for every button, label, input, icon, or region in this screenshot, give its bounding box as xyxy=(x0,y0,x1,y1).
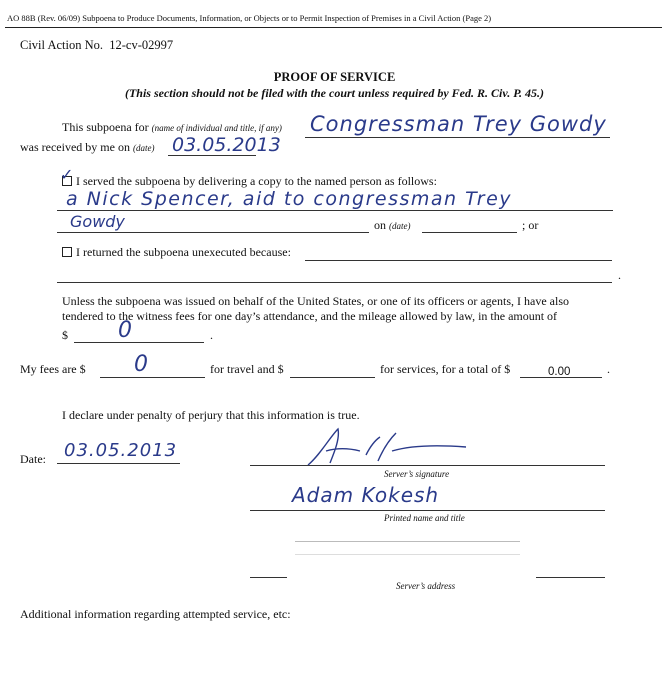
services-label: for services, for a total of $ xyxy=(380,362,511,376)
travel-fee-line xyxy=(100,377,205,378)
subpoena-for-label: This subpoena for (name of individual and title, if any) xyxy=(62,120,282,134)
address-line-left xyxy=(250,577,287,578)
served-detail-1[interactable]: a Nick Spencer, aid to congressman Trey xyxy=(66,188,513,210)
address-line-1 xyxy=(295,541,520,542)
served-line-1 xyxy=(57,210,613,211)
returned-option[interactable]: I returned the subpoena unexecuted because: xyxy=(62,245,291,260)
additional-info-label: Additional information regarding attempted service, etc: xyxy=(20,607,291,621)
printed-name-label: Printed name and title xyxy=(384,513,465,523)
address-line-right xyxy=(536,577,605,578)
tender-amount[interactable]: 0 xyxy=(118,318,132,343)
on-date-label: on (date) xyxy=(374,218,411,232)
printed-name[interactable]: Adam Kokesh xyxy=(292,483,440,507)
returned-line-2 xyxy=(57,282,612,283)
received-label: was received by me on (date) xyxy=(20,140,155,154)
travel-label: for travel and $ xyxy=(210,362,284,376)
name-line xyxy=(305,137,610,138)
tender-amount-line xyxy=(74,342,204,343)
printed-name-line xyxy=(250,510,605,511)
fees-label: My fees are $ xyxy=(20,362,86,376)
fees-period: . xyxy=(607,362,610,376)
tender-text-2: tendered to the witness fees for one day’s attendance, and the mileage allowed by law, in the amount of xyxy=(62,309,558,323)
returned-checkbox[interactable] xyxy=(62,247,72,257)
tender-text-1: Unless the subpoena was issued on behalf of the United States, or one of its officers or agents, I have also xyxy=(62,294,569,308)
civil-action-label: Civil Action No. 12-cv-02997 xyxy=(20,38,174,52)
tender-dollar: $ xyxy=(62,328,68,342)
served-option[interactable]: I served the subpoena by delivering a copy to the named person as follows: xyxy=(62,174,437,189)
returned-line-1 xyxy=(305,260,612,261)
server-signature-mark xyxy=(300,425,470,470)
served-line-2 xyxy=(57,232,369,233)
date-label: Date: xyxy=(20,452,46,466)
form-header: AO 88B (Rev. 06/09) Subpoena to Produce Documents, Information, or Objects or to Permit Inspection of Premises in a Civil Action (Page 2) xyxy=(7,13,492,23)
signature-date[interactable]: 03.05.2013 xyxy=(64,440,178,461)
declaration-text: I declare under penalty of perjury that this information is true. xyxy=(62,408,360,422)
signature-date-line xyxy=(57,463,180,464)
services-fee-line xyxy=(290,377,375,378)
address-line-2 xyxy=(295,554,520,555)
received-date[interactable]: 03.05.2013 xyxy=(172,134,281,156)
tender-period: . xyxy=(210,328,213,342)
server-address-label: Server’s address xyxy=(396,581,456,591)
civil-action-number: 12-cv-02997 xyxy=(109,38,174,52)
served-detail-2[interactable]: Gowdy xyxy=(70,212,125,231)
server-signature-label: Server’s signature xyxy=(384,469,450,479)
section-subtitle: (This section should not be filed with the court unless required by Fed. R. Civ. P. 45.) xyxy=(124,86,545,100)
section-title: PROOF OF SERVICE xyxy=(273,70,396,84)
recipient-name[interactable]: Congressman Trey Gowdy xyxy=(310,112,607,136)
checkmark-icon: ✓ xyxy=(60,165,74,184)
served-date-line xyxy=(422,232,517,233)
travel-fee[interactable]: 0 xyxy=(134,352,148,377)
header-rule xyxy=(5,27,662,28)
or-label: ; or xyxy=(522,218,539,232)
total-fee: 0.00 xyxy=(548,366,571,378)
returned-period: . xyxy=(618,268,621,282)
